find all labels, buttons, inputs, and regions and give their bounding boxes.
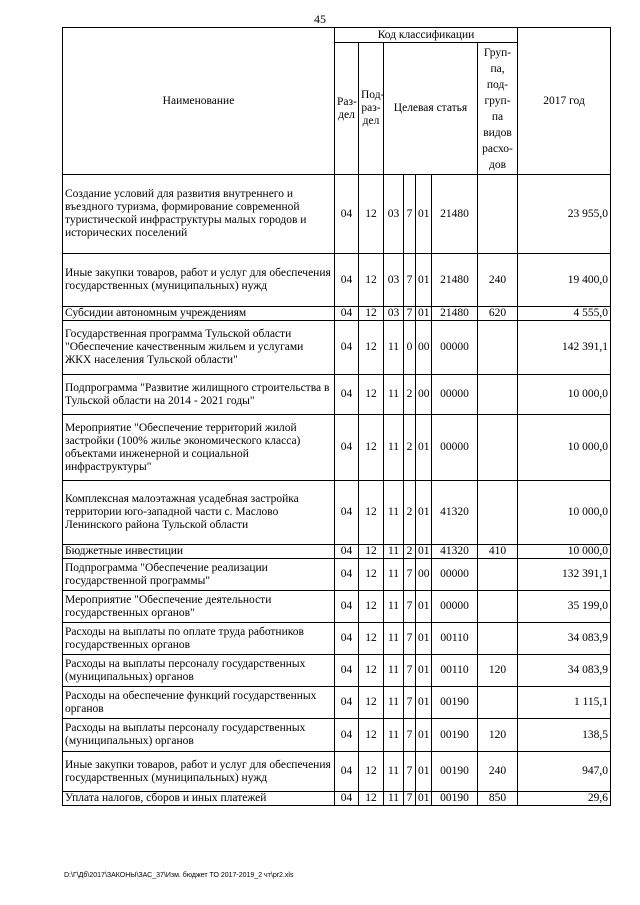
cell-podrazdel: 12 xyxy=(359,591,384,623)
table-row xyxy=(63,655,611,687)
cell-podrazdel: 12 xyxy=(359,481,384,545)
table-row xyxy=(63,559,611,591)
cell-target-subprogram: 2 xyxy=(404,415,416,481)
cell-target-direction: 00190 xyxy=(432,719,478,752)
header-target: Целевая статья xyxy=(384,43,478,175)
table-row xyxy=(63,591,611,623)
cell-target-event: 01 xyxy=(416,655,432,687)
cell-amount: 138,5 xyxy=(518,719,611,752)
budget-table xyxy=(62,27,611,806)
cell-target-event: 00 xyxy=(416,375,432,415)
cell-amount: 947,0 xyxy=(518,752,611,792)
cell-amount: 10 000,0 xyxy=(518,375,611,415)
header-group: Груп- па, под- груп- па видов расхо- дов xyxy=(478,43,518,175)
cell-target-direction: 00110 xyxy=(432,623,478,655)
cell-target-program: 11 xyxy=(384,792,404,806)
cell-razdel: 04 xyxy=(335,481,359,545)
cell-razdel: 04 xyxy=(335,175,359,254)
table-row xyxy=(63,623,611,655)
header-year: 2017 год xyxy=(518,28,611,175)
table-row xyxy=(63,545,611,559)
cell-expense-group: 850 xyxy=(478,792,518,806)
table-body xyxy=(63,175,611,806)
cell-target-event: 01 xyxy=(416,792,432,806)
cell-target-event: 01 xyxy=(416,687,432,719)
cell-razdel: 04 xyxy=(335,415,359,481)
cell-expense-group: 240 xyxy=(478,254,518,307)
row-name: Субсидии автономным учреждениям xyxy=(63,307,335,321)
cell-target-subprogram: 7 xyxy=(404,655,416,687)
table-row xyxy=(63,415,611,481)
cell-expense-group xyxy=(478,175,518,254)
cell-target-subprogram: 7 xyxy=(404,719,416,752)
cell-target-direction: 00000 xyxy=(432,375,478,415)
cell-target-subprogram: 7 xyxy=(404,307,416,321)
cell-target-event: 01 xyxy=(416,545,432,559)
row-name: Подпрограмма "Развитие жилищного строительства в Тульской области на 2014 - 2021 годы" xyxy=(63,375,335,415)
cell-podrazdel: 12 xyxy=(359,655,384,687)
cell-podrazdel: 12 xyxy=(359,687,384,719)
cell-target-event: 01 xyxy=(416,591,432,623)
cell-expense-group xyxy=(478,623,518,655)
table-row xyxy=(63,307,611,321)
cell-target-direction: 00110 xyxy=(432,655,478,687)
cell-target-direction: 21480 xyxy=(432,307,478,321)
header-code: Код классификации xyxy=(335,28,518,43)
cell-target-event: 01 xyxy=(416,719,432,752)
cell-target-program: 11 xyxy=(384,655,404,687)
cell-razdel: 04 xyxy=(335,591,359,623)
row-name: Подпрограмма "Обеспечение реализации государственной программы" xyxy=(63,559,335,591)
table-row xyxy=(63,792,611,806)
cell-target-event: 01 xyxy=(416,415,432,481)
cell-target-subprogram: 2 xyxy=(404,545,416,559)
cell-target-program: 11 xyxy=(384,321,404,375)
cell-target-subprogram: 7 xyxy=(404,591,416,623)
table-row xyxy=(63,375,611,415)
row-name: Мероприятие "Обеспечение территорий жилой застройки (100% жилье экономического класса) объектами инженерной и социальной инфраструктуры" xyxy=(63,415,335,481)
row-name: Расходы на выплаты персоналу государственных (муниципальных) органов xyxy=(63,655,335,687)
cell-target-event: 00 xyxy=(416,321,432,375)
header-razdel: Раз- дел xyxy=(335,43,359,175)
row-name: Расходы на выплаты по оплате труда работников государственных органов xyxy=(63,623,335,655)
cell-target-subprogram: 7 xyxy=(404,559,416,591)
cell-expense-group xyxy=(478,415,518,481)
cell-razdel: 04 xyxy=(335,719,359,752)
row-name: Иные закупки товаров, работ и услуг для обеспечения государственных (муниципальных) нужд xyxy=(63,254,335,307)
table-row xyxy=(63,687,611,719)
cell-podrazdel: 12 xyxy=(359,719,384,752)
cell-target-program: 11 xyxy=(384,752,404,792)
cell-expense-group xyxy=(478,375,518,415)
cell-expense-group xyxy=(478,687,518,719)
cell-expense-group xyxy=(478,591,518,623)
cell-target-event: 01 xyxy=(416,481,432,545)
cell-target-event: 01 xyxy=(416,254,432,307)
row-name: Уплата налогов, сборов и иных платежей xyxy=(63,792,335,806)
cell-target-program: 11 xyxy=(384,545,404,559)
cell-target-subprogram: 7 xyxy=(404,623,416,655)
cell-target-direction: 41320 xyxy=(432,545,478,559)
cell-podrazdel: 12 xyxy=(359,321,384,375)
cell-amount: 29,6 xyxy=(518,792,611,806)
cell-amount: 34 083,9 xyxy=(518,623,611,655)
cell-amount: 34 083,9 xyxy=(518,655,611,687)
cell-target-event: 01 xyxy=(416,623,432,655)
cell-target-direction: 00000 xyxy=(432,591,478,623)
cell-target-program: 11 xyxy=(384,591,404,623)
cell-podrazdel: 12 xyxy=(359,307,384,321)
cell-target-program: 11 xyxy=(384,559,404,591)
header-podrazdel: Под- раз- дел xyxy=(359,43,384,175)
cell-expense-group xyxy=(478,321,518,375)
header-name: Наименование xyxy=(63,28,335,175)
cell-expense-group: 120 xyxy=(478,719,518,752)
cell-target-program: 11 xyxy=(384,415,404,481)
row-name: Комплексная малоэтажная усадебная застройка территории юго-западной части с. Маслово Ленинского района Тульской области xyxy=(63,481,335,545)
cell-target-program: 11 xyxy=(384,687,404,719)
cell-amount: 10 000,0 xyxy=(518,481,611,545)
cell-amount: 10 000,0 xyxy=(518,415,611,481)
table-header xyxy=(63,28,611,175)
cell-target-subprogram: 7 xyxy=(404,752,416,792)
table-row xyxy=(63,719,611,752)
cell-expense-group xyxy=(478,481,518,545)
cell-expense-group: 410 xyxy=(478,545,518,559)
cell-amount: 10 000,0 xyxy=(518,545,611,559)
row-name: Государственная программа Тульской области "Обеспечение качественным жильем и услугами ЖКХ населения Тульской области" xyxy=(63,321,335,375)
cell-target-program: 11 xyxy=(384,623,404,655)
cell-razdel: 04 xyxy=(335,655,359,687)
cell-expense-group: 620 xyxy=(478,307,518,321)
cell-razdel: 04 xyxy=(335,545,359,559)
cell-target-event: 01 xyxy=(416,175,432,254)
cell-amount: 23 955,0 xyxy=(518,175,611,254)
cell-podrazdel: 12 xyxy=(359,254,384,307)
cell-podrazdel: 12 xyxy=(359,545,384,559)
cell-razdel: 04 xyxy=(335,687,359,719)
cell-target-subprogram: 7 xyxy=(404,687,416,719)
cell-target-event: 00 xyxy=(416,559,432,591)
cell-target-subprogram: 7 xyxy=(404,254,416,307)
cell-target-direction: 00000 xyxy=(432,415,478,481)
cell-target-direction: 00190 xyxy=(432,752,478,792)
table-row xyxy=(63,175,611,254)
table-row xyxy=(63,254,611,307)
row-name: Иные закупки товаров, работ и услуг для обеспечения государственных (муниципальных) нужд xyxy=(63,752,335,792)
table-row xyxy=(63,752,611,792)
cell-razdel: 04 xyxy=(335,792,359,806)
cell-razdel: 04 xyxy=(335,559,359,591)
cell-podrazdel: 12 xyxy=(359,752,384,792)
cell-expense-group: 240 xyxy=(478,752,518,792)
cell-target-subprogram: 2 xyxy=(404,375,416,415)
cell-podrazdel: 12 xyxy=(359,623,384,655)
cell-podrazdel: 12 xyxy=(359,175,384,254)
cell-target-direction: 00000 xyxy=(432,321,478,375)
cell-target-direction: 00000 xyxy=(432,559,478,591)
cell-razdel: 04 xyxy=(335,623,359,655)
cell-amount: 4 555,0 xyxy=(518,307,611,321)
cell-amount: 19 400,0 xyxy=(518,254,611,307)
cell-expense-group xyxy=(478,559,518,591)
cell-podrazdel: 12 xyxy=(359,375,384,415)
cell-target-direction: 41320 xyxy=(432,481,478,545)
cell-target-subprogram: 0 xyxy=(404,321,416,375)
cell-target-event: 01 xyxy=(416,752,432,792)
cell-podrazdel: 12 xyxy=(359,415,384,481)
cell-amount: 142 391,1 xyxy=(518,321,611,375)
cell-razdel: 04 xyxy=(335,321,359,375)
cell-podrazdel: 12 xyxy=(359,559,384,591)
cell-expense-group: 120 xyxy=(478,655,518,687)
cell-target-program: 03 xyxy=(384,175,404,254)
cell-target-direction: 21480 xyxy=(432,175,478,254)
row-name: Бюджетные инвестиции xyxy=(63,545,335,559)
cell-target-direction: 00190 xyxy=(432,792,478,806)
row-name: Мероприятие "Обеспечение деятельности государственных органов" xyxy=(63,591,335,623)
cell-target-subprogram: 7 xyxy=(404,175,416,254)
cell-target-program: 11 xyxy=(384,375,404,415)
row-name: Создание условий для развития внутреннего и въездного туризма, формирование современной туристической инфраструктуры малых городов и исторических поселений xyxy=(63,175,335,254)
file-path-footer: D:\Г\Дб\2017\ЗАКОНЫ\ЗАС_37\Изм. бюджет ТО 2017-2019_2 чт\pr2.xls xyxy=(64,872,294,879)
cell-target-program: 11 xyxy=(384,481,404,545)
cell-target-direction: 00190 xyxy=(432,687,478,719)
cell-razdel: 04 xyxy=(335,752,359,792)
cell-razdel: 04 xyxy=(335,254,359,307)
cell-podrazdel: 12 xyxy=(359,792,384,806)
cell-target-direction: 21480 xyxy=(432,254,478,307)
cell-target-program: 03 xyxy=(384,307,404,321)
row-name: Расходы на выплаты персоналу государственных (муниципальных) органов xyxy=(63,719,335,752)
cell-razdel: 04 xyxy=(335,307,359,321)
cell-amount: 1 115,1 xyxy=(518,687,611,719)
table-row xyxy=(63,321,611,375)
table-row xyxy=(63,481,611,545)
cell-target-program: 03 xyxy=(384,254,404,307)
cell-target-subprogram: 2 xyxy=(404,481,416,545)
cell-razdel: 04 xyxy=(335,375,359,415)
cell-amount: 35 199,0 xyxy=(518,591,611,623)
cell-target-program: 11 xyxy=(384,719,404,752)
page-number: 45 xyxy=(314,12,326,26)
row-name: Расходы на обеспечение функций государственных органов xyxy=(63,687,335,719)
cell-target-event: 01 xyxy=(416,307,432,321)
cell-amount: 132 391,1 xyxy=(518,559,611,591)
cell-target-subprogram: 7 xyxy=(404,792,416,806)
